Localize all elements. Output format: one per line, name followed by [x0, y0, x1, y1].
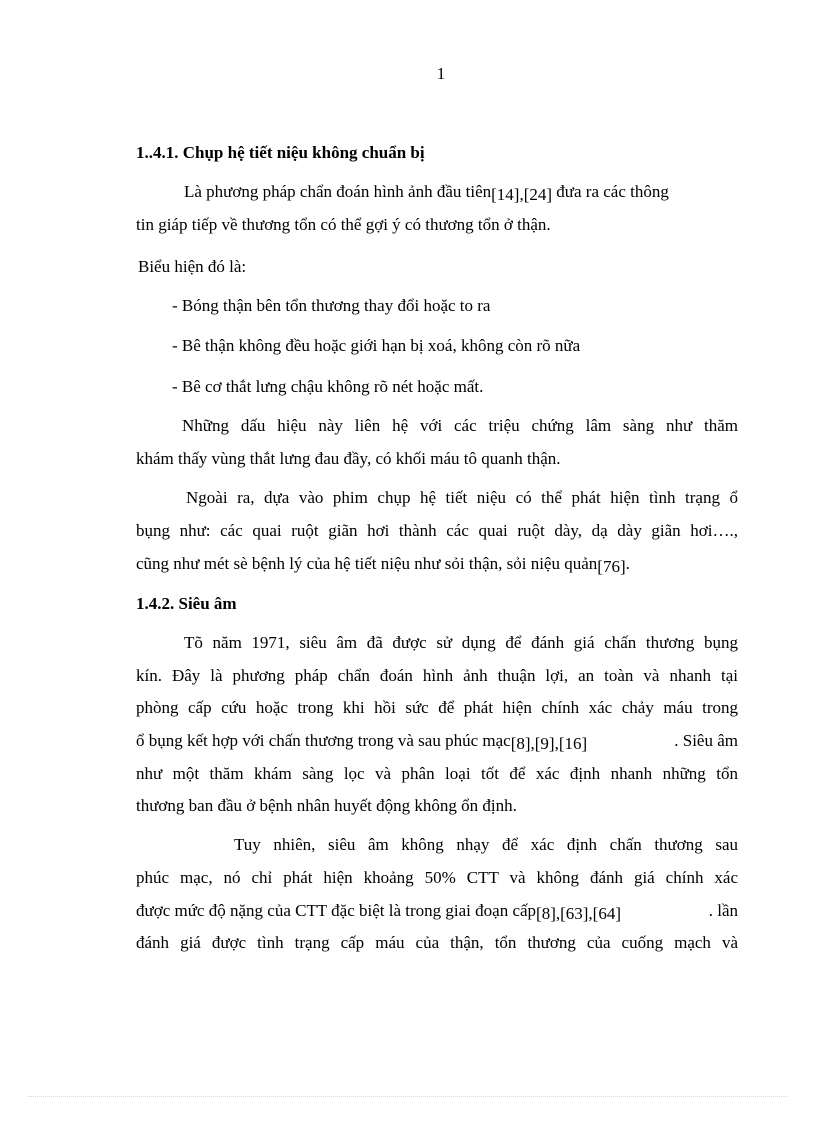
section-heading-2: 1.4.2. Siêu âm — [136, 594, 237, 613]
paragraph-2-line-1: Những dấu hiệu này liên hệ với các triệu chứng lâm sàng như thăm — [182, 416, 738, 435]
text-run — [136, 901, 621, 924]
paragraph-4-line-4 — [136, 731, 738, 754]
list-item-2: - Bê thận không đều hoặc giới hạn bị xoá, không còn rõ nữa — [172, 336, 581, 355]
paragraph-1-line-2: tin giáp tiếp về thương tổn có thể gợi ý có thương tổn ở thận. — [136, 215, 551, 234]
text-run: . Siêu âm — [674, 731, 738, 750]
citation: [8],[63],[64] — [536, 904, 621, 923]
paragraph-4-line-2: kín. Đây là phương pháp chẩn đoán hình ảnh thuận lợi, an toàn và nhanh tại — [136, 666, 738, 685]
list-item-3: - Bê cơ thắt lưng chậu không rõ nét hoặc mất. — [172, 377, 484, 396]
paragraph-5-line-4: đánh giá được tình trạng cấp máu của thận, tổn thương của cuống mạch và — [136, 933, 738, 952]
page-number: 1 — [436, 64, 446, 83]
paragraph-5-line-2: phúc mạc, nó chỉ phát hiện khoảng 50% CTT và không đánh giá chính xác — [136, 868, 738, 887]
footer-rule — [28, 1096, 788, 1097]
paragraph-3-line-1: Ngoài ra, dựa vào phim chụp hệ tiết niệu có thể phát hiện tình trạng ổ — [186, 488, 738, 507]
paragraph-1-line-1 — [184, 182, 669, 205]
list-item-1: - Bóng thận bên tổn thương thay đổi hoặc to ra — [172, 296, 491, 315]
list-intro: Biểu hiện đó là: — [138, 257, 247, 276]
paragraph-4-line-1: Tõ năm 1971, siêu âm đã được sử dụng để đánh giá chấn thương bụng — [184, 633, 738, 652]
paragraph-4-line-3: phòng cấp cứu hoặc trong khi hồi sức để phát hiện chính xác chảy máu trong — [136, 698, 738, 717]
text-run: được mức độ nặng của CTT đặc biệt là trong giai đoạn cấp — [136, 901, 537, 920]
text-run: Là phương pháp chẩn đoán hình ảnh đầu tiên — [184, 182, 492, 201]
paragraph-2-line-2: khám thấy vùng thắt lưng đau đầy, có khối máu tô quanh thận. — [136, 449, 561, 468]
text-run: đưa ra các thông — [552, 182, 669, 201]
paragraph-5-line-3 — [136, 901, 738, 924]
paragraph-4-line-6: thương ban đầu ở bệnh nhân huyết động không ổn định. — [136, 796, 517, 815]
citation: [14],[24] — [491, 185, 553, 204]
section-heading-1: 1..4.1. Chụp hệ tiết niệu không chuẩn bị — [136, 143, 425, 162]
text-run — [136, 731, 587, 754]
paragraph-3-line-3 — [136, 554, 630, 577]
text-run: . lần — [708, 901, 738, 920]
citation: [8],[9],[16] — [510, 734, 588, 753]
paragraph-4-line-5: như một thăm khám sàng lọc và phân loại tốt để xác định nhanh những tổn — [136, 764, 738, 783]
citation: [76] — [597, 557, 626, 576]
text-run: ổ bụng kết hợp với chấn thương trong và sau phúc mạc — [136, 731, 511, 750]
paragraph-3-line-2: bụng như: các quai ruột giãn hơi thành các quai ruột dày, dạ dày giãn hơi…., — [136, 521, 738, 540]
text-run: . — [625, 554, 630, 573]
text-run: cũng như mét sè bệnh lý của hệ tiết niệu như sỏi thận, sỏi niệu quản — [136, 554, 598, 573]
paragraph-5-line-1: Tuy nhiên, siêu âm không nhạy để xác định chấn thương sau — [234, 835, 738, 854]
